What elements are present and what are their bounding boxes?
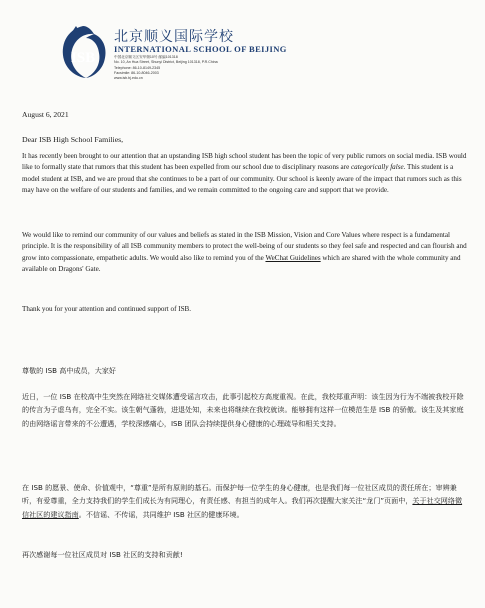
text-run: It has recently been brought to our attention that an upstanding ISB high school student has been the topic of very public rumors on social media. ISB would like to formally state that rumors that this student has been expelled from our school due to disciplinary reasons are <box>22 152 467 172</box>
school-address <box>114 55 324 81</box>
school-name-cn: 北京顺义国际学校 <box>114 29 234 45</box>
logo-lettering: ISB <box>70 50 96 66</box>
paragraph-cn-2 <box>22 481 468 521</box>
text-run: 。不信谣、不传谣，共同维护 ISB 社区的健康环境。 <box>78 509 244 519</box>
address-line: No. 10, An Hua Street, Shunyi District, Beijing 101318, P.R.China <box>114 60 218 65</box>
address-line: Facsimile: 86-10-8046-2003 <box>114 70 159 75</box>
paragraph-cn-1: 近日，一位 ISB 在校高中生突然在网络社交媒体遭受谣言攻击，此事引起校方高度重视。在此，我校郑重声明：该生因为行为不端被我校开除的传言为子虚乌有，完全不实。该生朝气蓬勃，进退处知，未来也将继续在我校就读。能够拥有这样一位模范生是 ISB 的骄傲。该生及其家庭的由网络谣言带来的不公遭遇，学校深感痛心，ISB 团队会持续提供身心健康的心理疏导和相关支持。 <box>22 392 464 428</box>
wechat-guidelines-link-cn[interactable]: 关于社交网络微信社区的建议指南 <box>22 496 463 519</box>
school-name-en: INTERNATIONAL SCHOOL OF BEIJING <box>114 44 287 54</box>
paragraph-cn-3: 再次感谢每一位社区成员对 ISB 社区的支持和贡献! <box>22 550 183 559</box>
letter-date: August 6, 2021 <box>22 110 69 119</box>
text-run: which are shared with the whole community and available on Dragons' Gate. <box>22 253 461 274</box>
paragraph-en-3: Thank you for your attention and continued support of ISB. <box>22 305 192 313</box>
paragraph-en-2 <box>22 230 468 276</box>
school-logo <box>58 24 108 80</box>
letterhead <box>58 24 358 94</box>
address-line: Telephone: 86-10-8149-2345 <box>114 65 161 70</box>
text-run: 在 ISB 的愿景、使命、价值观中，“尊重”是所有原则的基石。而保护每一位学生的身心健康，也是我们每一位社区成员的责任所在；审辨兼听，有爱尊重，全力支持我们的学生们成长为有同理心，有责任感、有担当的成年人。我们再次提醒大家关注“龙门”页面中， <box>22 483 457 506</box>
salutation-cn: 尊敬的 ISB 高中成员，大家好 <box>22 366 117 375</box>
paragraph-en-1 <box>22 151 468 197</box>
salutation-en: Dear ISB High School Families, <box>22 135 124 144</box>
emphasis-text: categorically false. <box>351 163 406 172</box>
wechat-guidelines-link[interactable]: WeChat Guidelines <box>265 253 321 262</box>
address-line: 中国北京顺义区安华街10号 邮编101318 <box>114 55 178 59</box>
text-run: This student is a model student at ISB, and we are proud that she continues to be a part of our community. Our school is keenly aware of the impact that rumors such as this may have on the welfare of our students and families, and we remain committed to the ongoing care and support that we provide. <box>22 163 462 195</box>
text-run: We would like to remind our community of our values and beliefs as stated in the ISB Mission, Vision and Core Values where respect is a fundamental principle. It is the responsibility of all ISB community members to protect the well-being of our students so they feel safe and respected and can flourish and grow into compassionate, empathetic adults. We would also like to remind you of the <box>22 231 467 262</box>
address-line: www.isb.bj.edu.cn <box>114 76 143 81</box>
